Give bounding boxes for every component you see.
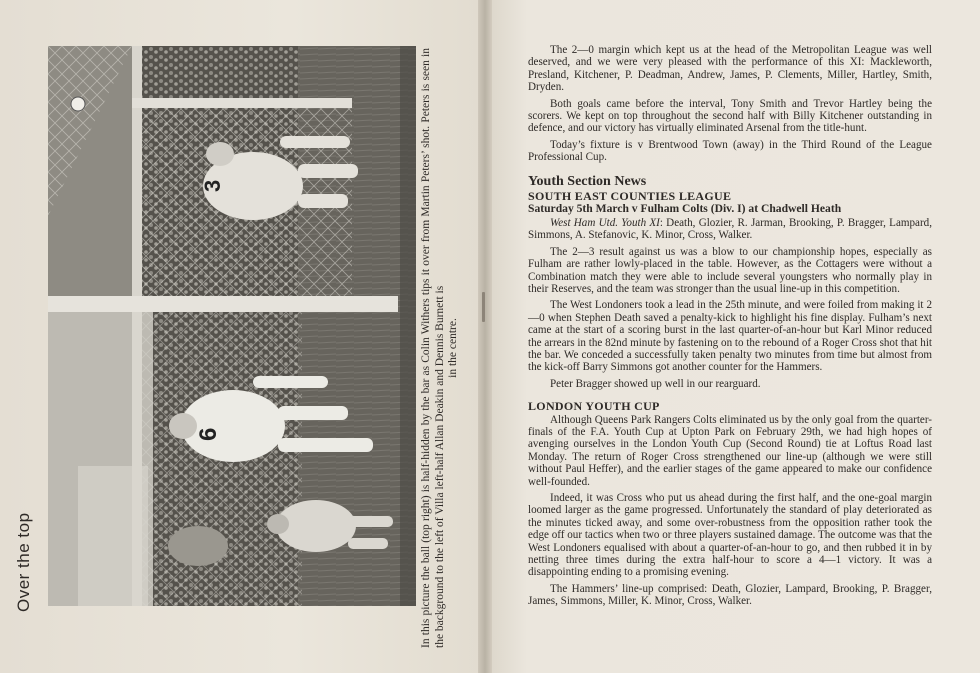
lyc-heading: LONDON YOUTH CUP [528,399,660,414]
intro-paragraph-1: The 2—0 margin which kept us at the head of the Metropolitan League was well deserved, and we were very pleased with the performance of this XI: Mackleworth, Presland, Kitchener, P. Deadman, Andrew, James, P. Clements, Miller, Hartley, Smith, Dryden. [528,44,932,94]
shirt-number-3: 3 [200,179,225,192]
youth-lineup-text: : Death, Glozier, R. Jarman, Brooking, P. Bragger, Lampard, Simmons, A. Stefanovic, K. Minor, Cross, Walker. [528,216,932,242]
ball [71,97,85,111]
lyc-paragraph-2: Indeed, it was Cross who put us ahead during the first half, and the one-goal margin loomed larger as the game progressed. Unfortunately the standard of play deteriorated as the minutes ticked away, and some over-robustness from the opposition rather took the edge off our tactics when two or three players sustained damage. The outcome was that the West Londoners equalised with about a quarter-of-an-hour to go, and then rubbed it in by netting three times during the extra half-hour to score a 4—1 victory. It was a disappointing ending to a promising evening. [528,492,932,579]
intro-paragraph-2: Both goals came before the interval, Tony Smith and Trevor Hartley being the scorers. We kept on top throughout the second half with Billy Kitchener outstanding in defence, and our victory has virtually eliminated Arsenal from the title-hunt. [528,97,932,135]
photo-caption [420,48,461,648]
youth-lineup [528,217,932,242]
photo-caption-end: in the centre. [447,318,460,378]
match-photograph [48,46,416,606]
lyc-paragraph-1: Although Queens Park Rangers Colts eliminated us by the only goal from the quarter-finals of the F.A. Youth Cup at Upton Park on February 29th, we had high hopes of avenging ourselves in the London Youth Cup (Second Round) tie at Loftus Road last Monday. The return of Roger Cross strengthened our line-up (although we were still without Paul Heffer), and the earlier stages of the game appeared to make our confidence well-founded. [528,413,932,488]
staple [482,292,485,322]
secl-paragraph-2: The West Londoners took a lead in the 25th minute, and were foiled from making it 2—0 when Stephen Death saved a penalty-kick to highlight his fine display. Fulham’s next came at the start of a scoring burst in the last quarter-of-an-hour but Karl Minor reduced the arrears in the 82nd minute by fastening on to the rebound of a Roger Cross shot that hit the bar. We conceded a successfully taken penalty two minutes from time but almost from the kick-off Barry Simmons got another counter for the Hammers. [528,299,932,374]
secl-paragraph-3: Peter Bragger showed up well in our rearguard. [550,377,761,390]
side-title: Over the top [14,512,33,612]
secl-paragraph-1: The 2—3 result against us was a blow to our championship hopes, especially as Fulham are rather lowly-placed in the table. However, as the Cottagers were without a Combination match they were able to include several youngsters who normally play in their Reserves, and the team was stronger than the usual line-up in this competition. [528,245,932,295]
page-gutter [478,0,492,673]
photo-caption-text: In this picture the ball (top right) is half-hidden by the bar as Colin Withers tips it over from Martin Peters’ shot. Peters is seen in the background to the left of Villa left-half Allan Deakin and Dennis Burnett is [420,48,446,648]
article-column [528,44,932,612]
secl-heading: SOUTH EAST COUNTIES LEAGUE [528,189,732,204]
youth-section-heading: Youth Section News [528,173,647,189]
match-heading: Saturday 5th March v Fulham Colts (Div. I) at Chadwell Heath [528,202,842,216]
shirt-number-6: 6 [195,427,222,441]
youth-lineup-label: West Ham Utd. Youth XI [550,216,660,229]
lyc-paragraph-3: The Hammers’ line-up comprised: Death, Glozier, Lampard, Brooking, P. Bragger, James, Simmons, Miller, K. Minor, Cross, Walker. [528,582,932,608]
intro-paragraph-3: Today’s fixture is v Brentwood Town (away) in the Third Round of the League Professional Cup. [528,138,932,164]
